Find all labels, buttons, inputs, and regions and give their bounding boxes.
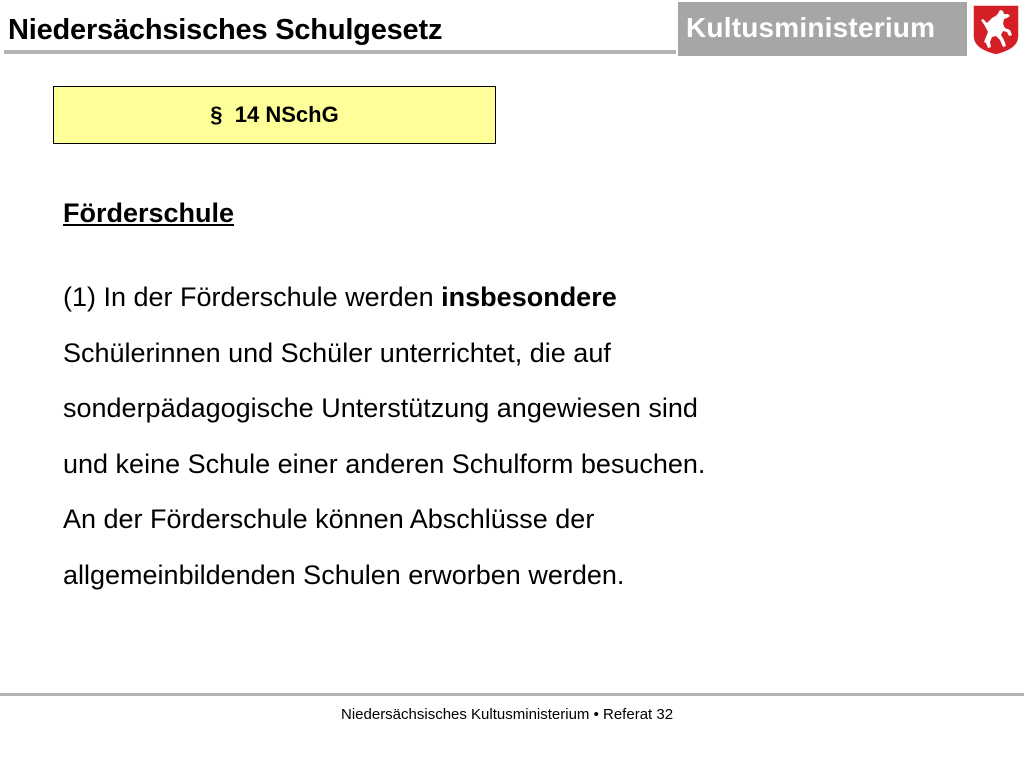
page-title: Niedersächsisches Schulgesetz: [8, 14, 443, 46]
paragraph-line-text: (1) In der Förderschule werden: [63, 282, 442, 312]
paragraph-line: allgemeinbildenden Schulen erworben werden.: [63, 559, 625, 590]
section-heading: Förderschule: [63, 198, 235, 228]
section-reference-label: § 14 NSchG: [210, 102, 339, 127]
emphasized-word: insbesondere: [441, 282, 617, 312]
paragraph-line: und keine Schule einer anderen Schulform besuchen.: [63, 448, 706, 479]
header-divider: [4, 50, 676, 54]
paragraph-line: [63, 270, 963, 326]
footer-divider: [0, 693, 1024, 696]
paragraph-line: sonderpädagogische Unterstützung angewiesen sind: [63, 393, 698, 423]
paragraph-line: Schülerinnen und Schüler unterrichtet, die auf: [63, 337, 611, 368]
section-reference-box: [53, 86, 496, 144]
lower-saxony-horse-icon: [970, 2, 1022, 56]
brand-name: Kultusministerium: [686, 12, 936, 43]
paragraph-text: [63, 270, 963, 603]
paragraph-line: An der Förderschule können Abschlüsse der: [63, 504, 595, 534]
footer-text: Niedersächsisches Kultusministerium • Referat 32: [341, 706, 674, 723]
